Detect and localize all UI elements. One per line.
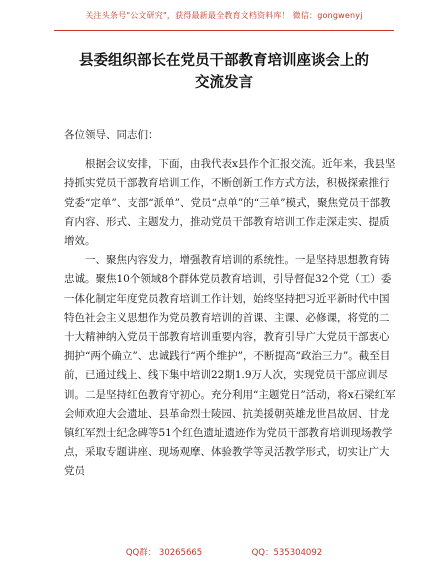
- header-promo-note: 关注头条号"公文研究"，获得最新最全教育文档资料库！ 微信：gongwenyj: [85, 11, 363, 20]
- greeting: 各位领导、同志们：: [64, 129, 159, 141]
- paragraph-intro: 根据会议安排，下面，由我代表x县作个汇报交流。近年来，我县坚持抓实党员干部教育培训工作，不断创新工作方式方法，积极探索推行党委“定单”、支部“派单”、党员“点单”的“三单”模式，聚焦党员干部教育内容、形式、主题发力，推动党员干部教育培训工作走深走实、提质增效。: [64, 158, 396, 248]
- document-title: [50, 50, 398, 94]
- footer-qq-group: QQ群： 30265665: [125, 548, 203, 558]
- document-body: [64, 126, 396, 482]
- header-divider: [54, 30, 394, 31]
- footer-qq: QQ：535304092: [251, 548, 323, 558]
- footer-contact: [0, 546, 448, 558]
- document-title-line-1: 县委组织部长在党员干部教育培训座谈会上的: [79, 53, 369, 69]
- paragraph-section-one: 一、聚焦内容发力，增强教育培训的系统性。一是坚持思想教育铸忠诚。聚焦10个领域8个群体党员教育培训，引导督促32个党（工）委一体化制定年度党员教育培训工作计划，始终坚持把习近平新时代中国特色社会主义思想作为党员教育培训的首课、主课、必修课，将党的二十大精神纳入党员干部教育培训重要内容，教育引导广大党员干部衷心拥护“两个确立”、忠诚践行“两个维护”，不断提高“政治三力”。截至目前，已通过线上、线下集中培训22期1.9万人次，实现党员干部应训尽训。二是坚持红色教育守初心。充分利用“主题党日”活动，将x石梁红军会师欢迎大会遗址、县革命烈士陵园、抗美援朝英雄龙世昌故居、甘龙镇红军烈士纪念碑等51个红色遗址遗迹作为党员干部教育培训现场教学点，采取专题讲座、现场观摩、体验教学等灵活教学形式，切实让广大党员: [64, 254, 396, 478]
- document-title-line-2: 交流发言: [195, 75, 253, 91]
